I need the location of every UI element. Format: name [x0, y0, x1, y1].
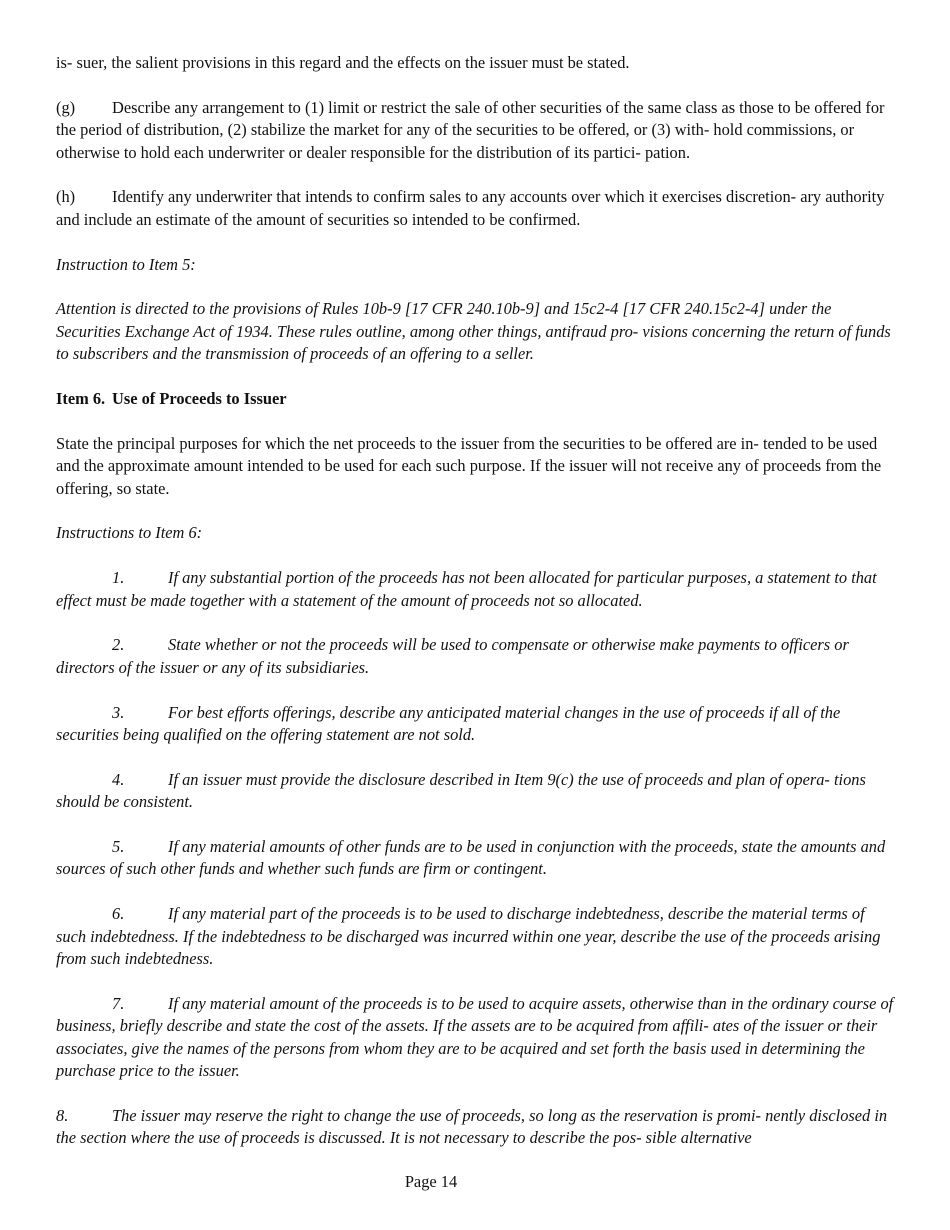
instruction-item5-heading: Instruction to Item 5: — [56, 254, 196, 274]
instruction-item — [56, 993, 896, 1083]
instruction-item — [56, 836, 896, 881]
instruction-item5-text: Attention is directed to the provisions of Rules 10b-9 [17 CFR 240.10b-9] and 15c2-4 [17 CFR 240.15c2-4] under the Securities Exchange Act of 1934. These rules outline, among other things, antifraud pro- visions concerning the return of funds to subscribers and the transmission of proceeds of an offering to a seller. — [56, 299, 891, 364]
instruction-number: 7. — [112, 993, 125, 1013]
paragraph-continuation: is- suer, the salient provisions in this regard and the effects on the issuer must be stated. — [56, 53, 630, 72]
paragraph-g-text: Describe any arrangement to (1) limit or restrict the sale of other securities of the same class as those to be offered for the period of distribution, (2) stabilize the market for any of the securities to be offered, or (3) with- hold commissions, or otherwise to hold each underwriter or dealer responsible for the distribution of its partici- pation. — [56, 97, 885, 162]
item6-heading — [56, 388, 896, 410]
item6-body: State the principal purposes for which the net proceeds to the issuer from the securities to be offered are in- tended to be used and the approximate amount intended to be used for each such purpose. If the issuer will not receive any of proceeds from the offering, so state. — [56, 433, 882, 498]
instructions-list — [56, 567, 896, 1082]
instruction-text: For best efforts offerings, describe any anticipated material changes in the use of proceeds if all of the securities being qualified on the offering statement are not sold. — [56, 702, 841, 745]
item6-number: Item 6. — [56, 389, 106, 409]
instruction-text: If any material part of the proceeds is to be used to discharge indebtedness, describe the material terms of such indebtedness. If the indebtedness to be discharged was incurred within one year, describe the use of the proceeds arising from such indebtedness. — [56, 904, 881, 969]
paragraph-g — [56, 97, 896, 164]
instruction-item — [56, 702, 896, 747]
instruction-number: 3. — [112, 702, 125, 722]
instruction-text: If any substantial portion of the proceeds has not been allocated for particular purposes, a statement to that effect must be made together with a statement of the amount of proceeds not so allocated. — [56, 568, 877, 610]
item6-title: Use of Proceeds to Issuer — [112, 389, 287, 409]
instruction-text: If any material amounts of other funds are to be used in conjunction with the proceeds, state the amounts and sources of such other funds and whether such funds are firm or contingent. — [56, 837, 886, 879]
instruction-item — [56, 634, 896, 679]
instruction-text: If any material amount of the proceeds is to be used to acquire assets, otherwise than in the ordinary course of business, briefly describe and state the cost of the assets. If the assets are to be acquired from affili- ates of the issuer or their associates, give the names of the persons from whom they are to be acquired and set forth the basis used in determining the purchase price to the issuer. — [56, 993, 894, 1081]
paragraph-g-label: (g) — [56, 97, 76, 117]
instruction-number: 5. — [112, 837, 125, 857]
instruction-number: 1. — [112, 568, 125, 588]
page-number: Page 14 — [404, 1172, 458, 1191]
instruction-number: 4. — [112, 769, 125, 789]
instruction-item — [56, 567, 896, 612]
instruction-8-text: The issuer may reserve the right to change the use of proceeds, so long as the reservation is promi- nently disclosed in the section where the use of proceeds is discussed. It is not necessary to describe the pos- sible alternative — [56, 1105, 888, 1148]
paragraph-h-label: (h) — [56, 187, 76, 207]
instruction-item — [56, 769, 896, 814]
instruction-text: State whether or not the proceeds will be used to compensate or otherwise make payments to officers or directors of the issuer or any of its subsidiaries. — [56, 635, 849, 677]
instruction-item — [56, 903, 896, 970]
instruction-8-number: 8. — [56, 1105, 69, 1125]
instructions-item6-heading: Instructions to Item 6: — [56, 523, 203, 543]
document-page — [56, 52, 896, 1172]
instruction-number: 6. — [112, 904, 125, 924]
instruction-text: If an issuer must provide the disclosure described in Item 9(c) the use of proceeds and plan of opera- tions should be consistent. — [56, 769, 866, 812]
paragraph-h-text: Identify any underwriter that intends to confirm sales to any accounts over which it exercises discretion- ary authority and include an estimate of the amount of securities so intended to be confirmed. — [56, 187, 885, 229]
paragraph-h — [56, 186, 896, 231]
instruction-number: 2. — [112, 635, 125, 655]
instruction-8 — [56, 1105, 896, 1150]
